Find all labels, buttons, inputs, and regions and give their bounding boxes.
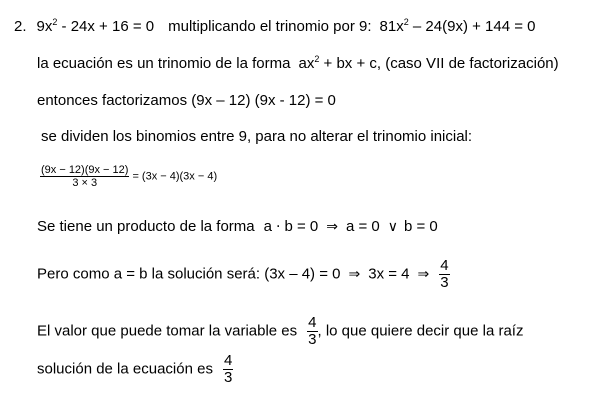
equation-line-1 (14, 18, 536, 36)
factorization-line (37, 92, 336, 110)
root-text: , lo que quiere decir que la raíz (317, 322, 524, 340)
dot-operator: · (275, 219, 281, 235)
solution-line (37, 258, 450, 291)
trinomial-text: la ecuación es un trinomio de la forma (37, 55, 291, 72)
implies-arrow-2: ⇒ (417, 266, 430, 283)
product-form-line (37, 218, 438, 236)
var-b-equation: b = 0 (284, 218, 319, 235)
fraction-numerator: (9x − 12)(9x − 12) (41, 164, 129, 176)
final-solution-text: solución de la ecuación es (37, 360, 213, 378)
original-equation: $9x^2 - 24x + 16 = 0$ (36, 17, 155, 35)
multiplied-equation: $81x^2 - 24(9x) + 144 = 0$ (379, 17, 536, 35)
or-symbol: ∨ (387, 219, 398, 235)
division-equation (40, 164, 217, 189)
implies-arrow: ⇒ (326, 219, 338, 235)
result-a: a = 0 (345, 218, 380, 235)
product-text: Se tiene un producto de la forma (37, 218, 255, 235)
solution-fraction: $\frac{4}{3}$ (440, 257, 449, 291)
fraction-denominator: 3 × 3 (72, 177, 98, 189)
divide-text: se dividen los binomios entre 9, para no alterar el trinomio inicial: (41, 128, 473, 145)
trinomial-form: $ax^2$ + bx + c, (caso VII de factorización) (298, 54, 559, 72)
final-fraction: $\frac{4}{3}$ (223, 352, 233, 386)
divide-line (41, 128, 472, 146)
variable-value-line (37, 315, 523, 348)
solution-text: Pero como a = b la solución será: (3x – 4) = 0 (37, 265, 341, 283)
intermediate-equation: 3x = 4 (368, 265, 410, 283)
trinomial-form-line (37, 55, 559, 73)
result-b: b = 0 (403, 218, 438, 235)
var-a: a (263, 218, 272, 235)
item-number: 2. (14, 18, 27, 35)
multiply-text: multiplicando el trinomio por 9: (168, 18, 372, 35)
factorization-text: entonces factorizamos (9x – 12) (9x - 12) = 0 (37, 92, 336, 109)
implies-arrow-1: ⇒ (348, 266, 361, 283)
variable-value-text: El valor que puede tomar la variable es (37, 322, 298, 340)
final-solution-line (37, 353, 233, 386)
division-fraction (40, 164, 129, 189)
division-result: = (3x − 4)(3x − 4) (132, 170, 218, 183)
variable-fraction: $\frac{4}{3}$ (308, 314, 317, 348)
